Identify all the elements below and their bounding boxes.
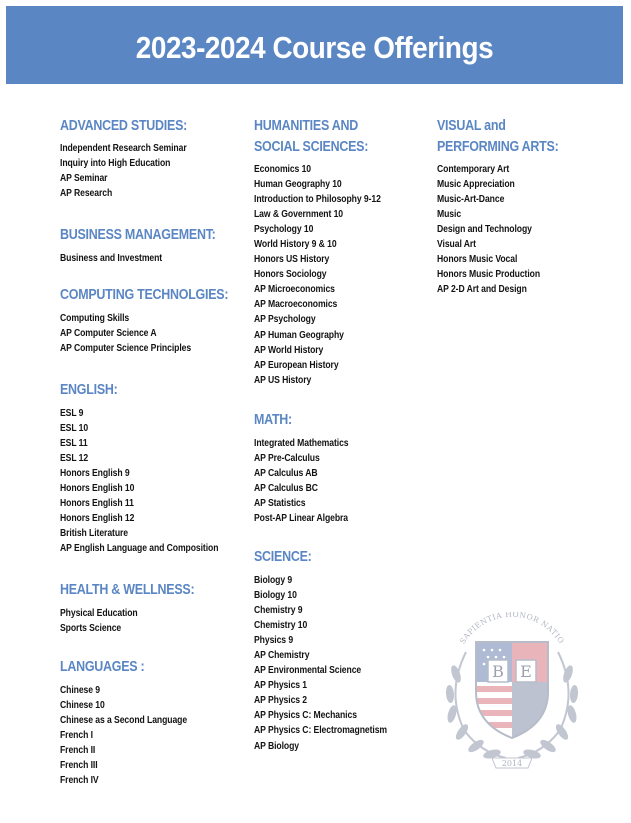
section-languages: [60, 657, 213, 788]
course-item: AP Seminar: [60, 173, 108, 185]
course-item: Honors US History: [254, 254, 330, 266]
section-title: COMPUTING TECHNOLGIES:: [60, 287, 229, 303]
course-item: AP European History: [254, 359, 339, 371]
course-item: AP Statistics: [254, 498, 306, 510]
course-item: AP Computer Science A: [60, 328, 157, 340]
course-item: Music-Art-Dance: [437, 194, 505, 206]
course-item: AP Human Geography: [254, 329, 344, 341]
course-item: Independent Research Seminar: [60, 143, 187, 154]
course-item: World History 9 & 10: [254, 239, 337, 251]
course-item: AP Calculus BC: [254, 483, 318, 495]
crest-motto: SAPIENTIA HONOR NATIO: [457, 612, 567, 646]
course-item: Chinese 9: [60, 685, 100, 696]
section-advanced-studies: [60, 116, 213, 201]
course-item: AP Research: [60, 188, 113, 200]
section-science: [254, 547, 414, 754]
course-list: [254, 436, 368, 526]
course-item: AP Physics C: Mechanics: [254, 710, 357, 722]
section-title: BUSINESS MANAGEMENT:: [60, 227, 216, 243]
title-banner: [6, 6, 623, 84]
course-item: AP English Language and Composition: [60, 543, 219, 555]
course-item: AP Physics C: Electromagnetism: [254, 725, 387, 737]
course-item: Human Geography 10: [254, 179, 342, 191]
section-business-management: [60, 225, 241, 266]
section-humanities: [254, 116, 407, 388]
section-english: [60, 380, 251, 556]
section-title: HEALTH & WELLNESS:: [60, 582, 195, 598]
section-health-wellness: [60, 580, 216, 636]
section-title: LANGUAGES :: [60, 659, 145, 675]
crest-initial-right: E: [520, 662, 532, 681]
course-item: Business and Investment: [60, 253, 163, 264]
course-list: [60, 606, 216, 636]
section-title: ADVANCED STUDIES:: [60, 118, 188, 134]
section-math: [254, 410, 368, 526]
course-item: Psychology 10: [254, 224, 314, 236]
course-item: ESL 10: [60, 423, 89, 435]
course-item: Biology 9: [254, 575, 293, 586]
section-computing: [60, 285, 256, 356]
course-list: [60, 406, 251, 556]
course-item: Introduction to Philosophy 9-12: [254, 194, 381, 206]
course-item: ESL 9: [60, 408, 84, 419]
course-item: AP Environmental Science: [254, 665, 362, 677]
course-list: [437, 162, 578, 297]
course-item: AP Physics 2: [254, 695, 308, 707]
course-item: French III: [60, 760, 98, 772]
course-item: British Literature: [60, 528, 128, 540]
course-item: Computing Skills: [60, 313, 130, 324]
course-item: Integrated Mathematics: [254, 438, 349, 449]
course-item: Biology 10: [254, 590, 297, 602]
course-item: AP World History: [254, 344, 324, 356]
course-item: Honors English 12: [60, 513, 135, 525]
section-title: VISUAL and: [437, 118, 506, 134]
school-crest-logo: [436, 612, 588, 774]
course-item: French II: [60, 745, 96, 757]
section-title-line2: PERFORMING ARTS:: [437, 139, 559, 155]
course-item: AP Pre-Calculus: [254, 453, 320, 465]
course-item: Visual Art: [437, 239, 476, 251]
course-item: Inquiry into High Education: [60, 158, 171, 170]
course-item: AP Biology: [254, 740, 300, 752]
course-item: ESL 11: [60, 438, 88, 450]
course-item: Chemistry 9: [254, 605, 303, 617]
course-item: French I: [60, 730, 93, 742]
course-item: ESL 12: [60, 453, 89, 465]
course-item: Economics 10: [254, 164, 312, 175]
course-list: [60, 683, 213, 788]
course-item: Physical Education: [60, 608, 138, 619]
section-title: SCIENCE:: [254, 549, 312, 565]
course-item: Physics 9: [254, 635, 294, 647]
crest-initial-left: B: [492, 662, 504, 681]
course-item: Honors Music Vocal: [437, 254, 518, 266]
course-item: Chinese as a Second Language: [60, 715, 188, 727]
course-item: AP US History: [254, 374, 312, 386]
course-list: [254, 573, 414, 754]
course-item: Music Appreciation: [437, 179, 515, 191]
section-title: MATH:: [254, 412, 292, 428]
course-item: Design and Technology: [437, 224, 532, 236]
course-item: AP Psychology: [254, 314, 316, 326]
course-item: Post-AP Linear Algebra: [254, 513, 349, 525]
course-list: [60, 141, 213, 201]
section-title: HUMANITIES AND: [254, 118, 359, 134]
course-item: AP Chemistry: [254, 650, 310, 662]
course-item: AP Microeconomics: [254, 284, 335, 296]
section-title-line2: SOCIAL SCIENCES:: [254, 139, 369, 155]
course-item: Music: [437, 209, 462, 221]
course-item: Chinese 10: [60, 700, 105, 712]
course-item: Chemistry 10: [254, 620, 308, 632]
course-item: AP Calculus AB: [254, 468, 318, 480]
course-list: [60, 251, 241, 266]
course-item: Law & Government 10: [254, 209, 344, 221]
course-item: AP 2-D Art and Design: [437, 284, 527, 296]
section-title: ENGLISH:: [60, 382, 118, 398]
course-item: AP Macroeconomics: [254, 299, 338, 311]
course-item: AP Physics 1: [254, 680, 308, 692]
course-item: Contemporary Art: [437, 164, 510, 175]
course-item: French IV: [60, 775, 99, 787]
course-list: [60, 311, 256, 356]
course-item: Honors Sociology: [254, 269, 327, 281]
course-item: Honors Music Production: [437, 269, 541, 281]
section-visual-performing-arts: [437, 116, 578, 297]
course-item: AP Computer Science Principles: [60, 343, 192, 355]
course-item: Honors English 9: [60, 468, 130, 480]
page-title: 2023-2024 Course Offerings: [135, 30, 494, 65]
course-list: [254, 162, 407, 388]
course-item: Sports Science: [60, 623, 122, 635]
course-item: Honors English 11: [60, 498, 134, 510]
crest-year: 2014: [501, 759, 523, 768]
course-item: Honors English 10: [60, 483, 135, 495]
